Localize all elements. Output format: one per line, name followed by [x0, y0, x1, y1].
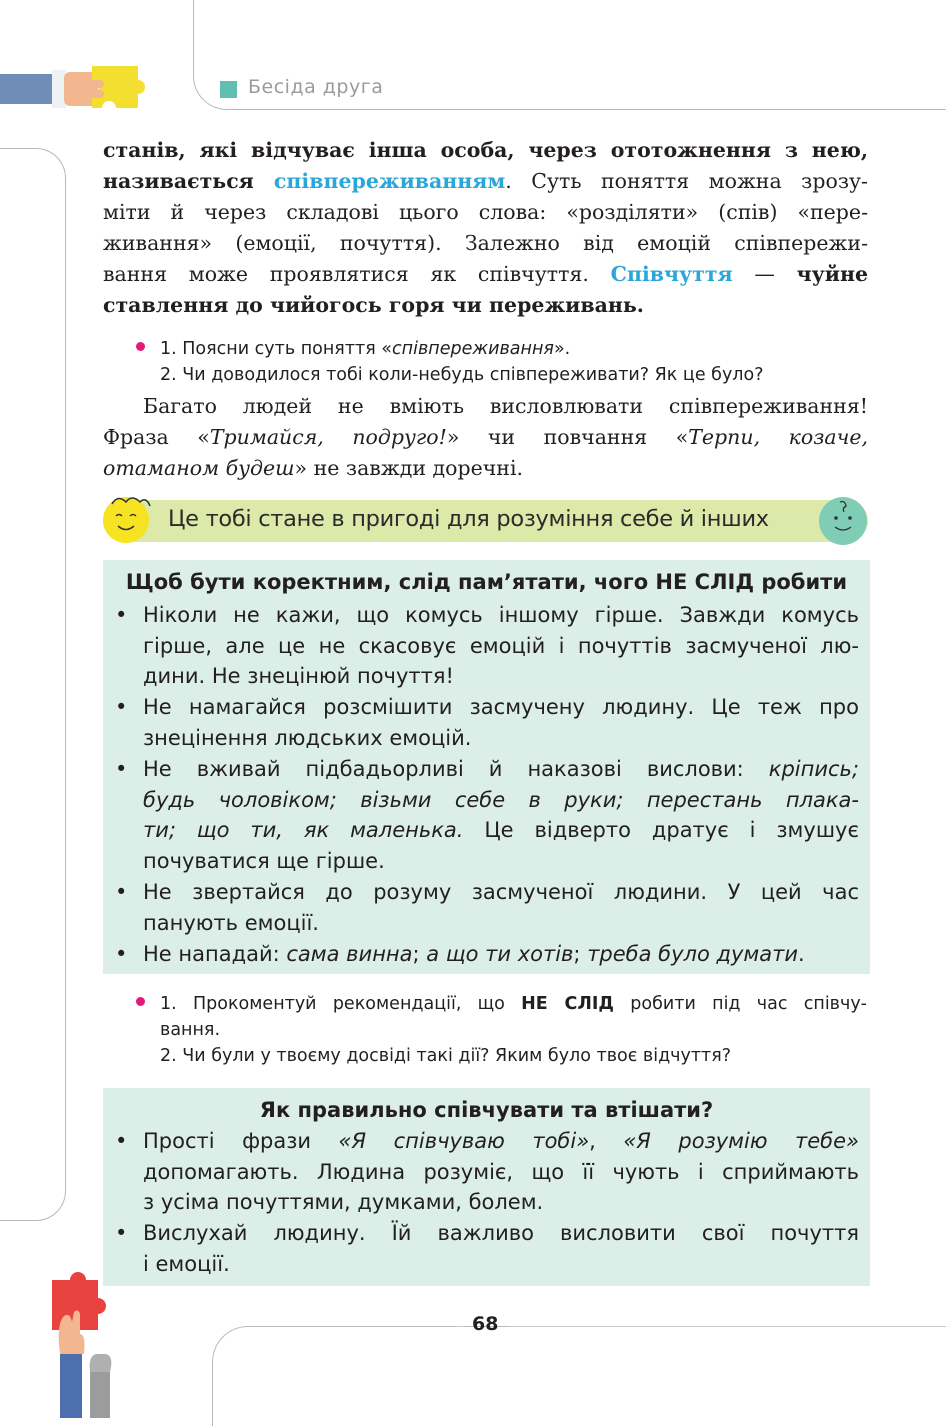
green-face-icon [818, 496, 868, 546]
para2-line-3: отаманом будеш» не завжди доречні. [103, 456, 524, 480]
question-4: 2. Чи були у твоєму досвіді такі дії? Яким було твоє відчуття? [160, 1046, 732, 1066]
question-1: 1. Поясни суть поняття «співпереживання». [160, 339, 571, 359]
question-2: 2. Чи доводилося тобі коли-небудь співпереживати? Як це було? [160, 365, 764, 385]
section-marker [220, 81, 237, 98]
list-item: • Вислухай людину. Їй важливо висловити свої почуття і емоції. [115, 1221, 859, 1276]
para2-line-2: Фраза «Тримайся, подруго!» чи повчання «Терпи, козаче, [103, 425, 868, 449]
question-3-cont: вання. [160, 1020, 221, 1040]
intro-line-3: міти й через складові цього слова: «розділяти» (спів) «пере- [103, 200, 868, 224]
list-item: • Не нападай: сама винна; а що ти хотів; треба було думати. [115, 942, 805, 966]
tip-banner-text: Це тобі стане в пригоді для розуміння себе й інших [168, 506, 769, 532]
question-bullet [136, 997, 145, 1006]
footer-rule-right [508, 1326, 946, 1327]
question-bullet [136, 342, 145, 351]
red-puzzle-hands-icon [48, 1264, 120, 1418]
list-item: • Не вживай підбадьорливі й наказові вислови: кріпись; будь чоловіком; візьми себе в руки; перестань плака- ти; що ти, як маленька. Це відверто дратує і змушує почуватися ще гірше. [115, 757, 859, 874]
intro-line-1: станів, які відчуває інша особа, через ототожнення з нею, [103, 138, 868, 162]
intro-line-2-bold: називається [103, 169, 274, 193]
list-item: • Ніколи не кажи, що комусь іншому гірше. Завжди комусь гірше, але це не скасовує емоцій і почуттів засмученої лю- дини. Не знецінюй почуття! [115, 603, 859, 689]
para2-line-1: Багато людей не вміють висловлювати співпереживання! [143, 394, 868, 418]
how-to-comfort-title: Як правильно співчувати та втішати? [259, 1098, 714, 1122]
left-frame [0, 148, 66, 1221]
yellow-face-icon [100, 490, 156, 546]
hand-puzzle-icon [0, 62, 160, 120]
intro-line-2-rest: . Суть поняття можна зрозу- [505, 169, 868, 193]
intro-line-5-bold: чуйне [796, 262, 868, 286]
dont-do-title: Щоб бути коректним, слід пам’ятати, чого НЕ СЛІД робити [125, 570, 848, 594]
term-empathy: співпереживанням [273, 169, 506, 193]
section-title: Бесіда друга [248, 76, 384, 98]
intro-paragraph [103, 135, 868, 321]
intro-dash: — [732, 262, 797, 286]
list-item: • Не намагайся розсмішити засмучену людину. Це теж про знецінення людських емоцій. [115, 695, 859, 750]
dont-do-box [103, 560, 870, 974]
page-number: 68 [472, 1313, 499, 1335]
footer-rule-left [455, 1326, 465, 1327]
question-3: 1. Прокоментуй рекомендації, що НЕ СЛІД робити під час співчу- [160, 994, 868, 1014]
how-to-comfort-box [103, 1088, 870, 1286]
intro-line-5: вання може проявлятися як співчуття. [103, 262, 611, 286]
second-paragraph [103, 391, 868, 484]
intro-line-4: живання» (емоції, почуття). Залежно від емоцій співпережи- [103, 231, 868, 255]
intro-line-6: ставлення до чийогось горя чи переживань. [103, 293, 644, 317]
list-item: • Прості фрази «Я співчуваю тобі», «Я розумію тебе» допомагають. Людина розуміє, що її чують і сприймають з усіма почуттями, думками, болем. [115, 1129, 859, 1215]
footer-frame [212, 1326, 946, 1426]
list-item: • Не звертайся до розуму засмученої людини. У цей час панують емоції. [115, 880, 859, 935]
term-sympathy: Співчуття [610, 262, 733, 286]
